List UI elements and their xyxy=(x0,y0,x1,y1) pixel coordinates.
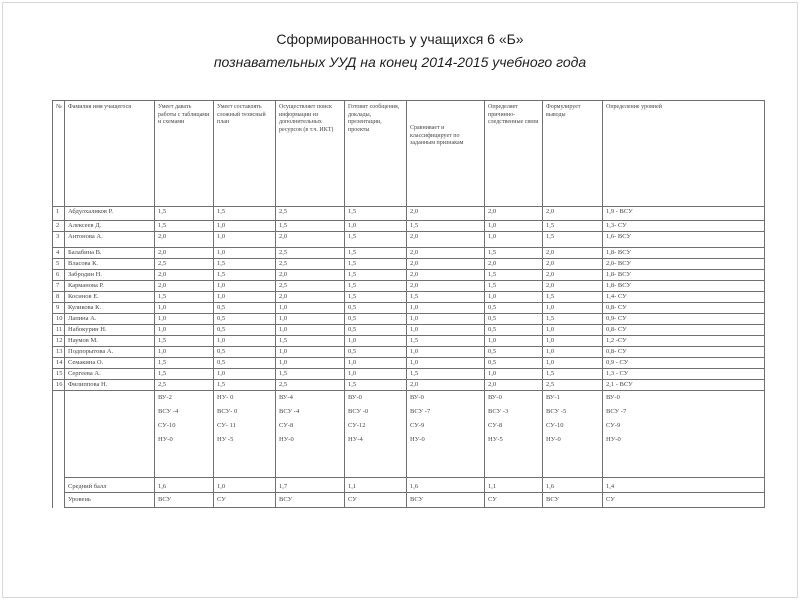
table-cell: 1,9 - ВСУ xyxy=(603,207,765,221)
totals-entry: СУ-9 xyxy=(410,422,425,429)
totals-cell xyxy=(276,391,345,478)
totals-entry: СУ-8 xyxy=(279,422,294,429)
table-cell: 1,5 xyxy=(155,292,214,303)
table-row xyxy=(53,380,765,391)
table-cell: 1,0 xyxy=(276,314,345,325)
table-cell: 1,0 xyxy=(214,248,276,259)
table-cell: 1,0 xyxy=(155,303,214,314)
table-row xyxy=(53,325,765,336)
table-cell: 1,5 xyxy=(155,336,214,347)
totals-entry: ВУ-2 xyxy=(158,394,172,401)
table-cell: 1,0 xyxy=(485,292,543,303)
level-cell: СУ xyxy=(214,493,276,508)
table-cell: 1,0 xyxy=(485,336,543,347)
table-cell: 1,5 xyxy=(214,207,276,221)
table-cell: 1,0 xyxy=(345,221,407,232)
header-cell: Умеет давать работы с таблицами и схемами xyxy=(155,101,214,207)
table-cell: Балабина В. xyxy=(65,248,155,259)
totals-entry: НУ-0 xyxy=(279,436,294,443)
table-cell: 2,0 xyxy=(155,281,214,292)
average-cell: 1,0 xyxy=(214,478,276,493)
table-cell: 1,5 xyxy=(407,336,485,347)
totals-entry: ВСУ -5 xyxy=(546,408,567,415)
table-cell: 1,8- ВСУ xyxy=(603,248,765,259)
totals-entry: СУ- 11 xyxy=(217,422,236,429)
table-cell: 1,3- СУ xyxy=(603,221,765,232)
totals-entry: ВУ-4 xyxy=(279,394,293,401)
table-cell: 2,0 xyxy=(543,207,603,221)
table-cell: 1,0 xyxy=(543,303,603,314)
totals-entry: ВСУ -0 xyxy=(348,408,369,415)
level-row xyxy=(53,493,765,508)
table-cell: 2,5 xyxy=(543,380,603,391)
table-cell: 2,0 xyxy=(155,270,214,281)
table-cell: 1,8- ВСУ xyxy=(603,270,765,281)
table-cell: 4 xyxy=(53,248,65,259)
table-cell: 1,0 xyxy=(543,358,603,369)
table-cell: 15 xyxy=(53,369,65,380)
table-cell: 11 xyxy=(53,325,65,336)
table-cell: 1,5 xyxy=(345,380,407,391)
table-cell: 2,0 xyxy=(407,270,485,281)
table-cell: 1,5 xyxy=(214,380,276,391)
totals-entry: ВУ-0 xyxy=(410,394,424,401)
totals-entry: ВУ-0 xyxy=(348,394,362,401)
table-cell: 2,0 xyxy=(485,380,543,391)
table-cell: Куликова К. xyxy=(65,303,155,314)
table-row xyxy=(53,369,765,380)
level-cell: СУ xyxy=(603,493,765,508)
table-cell: 1,0 xyxy=(214,281,276,292)
table-row xyxy=(53,221,765,232)
average-cell: 1,6 xyxy=(155,478,214,493)
table-cell: 1,5 xyxy=(276,221,345,232)
table-cell: 1,5 xyxy=(155,207,214,221)
header-cell: Готовит сообщения, доклады, презентации, проекты xyxy=(345,101,407,207)
table-cell: Семакина О. xyxy=(65,358,155,369)
table-cell: 1,5 xyxy=(155,221,214,232)
totals-row xyxy=(53,391,765,478)
totals-entry: СУ-10 xyxy=(546,422,564,429)
level-cell: ВСУ xyxy=(407,493,485,508)
table-cell: 1,0 xyxy=(155,347,214,358)
header-row xyxy=(53,101,765,207)
table-cell: 1,0 xyxy=(276,358,345,369)
table-cell: Власова К. xyxy=(65,259,155,270)
level-cell: СУ xyxy=(485,493,543,508)
table-cell: 2,5 xyxy=(276,380,345,391)
table-cell: 1,5 xyxy=(345,281,407,292)
table-cell: 1,8- ВСУ xyxy=(603,281,765,292)
table-cell: 2,5 xyxy=(155,380,214,391)
table-cell: 1,0 xyxy=(214,336,276,347)
table-row xyxy=(53,358,765,369)
table-row xyxy=(53,248,765,259)
table-cell: 1,5 xyxy=(407,292,485,303)
table-cell: 1,0 xyxy=(214,292,276,303)
table-row xyxy=(53,303,765,314)
table-cell: 1,0 xyxy=(276,325,345,336)
totals-entry: НУ-4 xyxy=(348,436,363,443)
table-cell: 0,8- СУ xyxy=(603,347,765,358)
subtitle-italic: познавательных УУД xyxy=(213,54,357,70)
table-cell: 1,0 xyxy=(345,369,407,380)
table-cell: 1,0 xyxy=(214,369,276,380)
table-cell: 0,5 xyxy=(485,325,543,336)
table-cell: 1,5 xyxy=(407,369,485,380)
table-cell: 12 xyxy=(53,336,65,347)
totals-cell xyxy=(603,391,765,478)
table-cell: 1,5 xyxy=(345,232,407,248)
level-cell: ВСУ xyxy=(543,493,603,508)
table-cell: 2,0 xyxy=(155,248,214,259)
table-cell: 2 xyxy=(53,221,65,232)
table-cell: 2,0 xyxy=(407,232,485,248)
average-cell: 1,6 xyxy=(543,478,603,493)
totals-entry: СУ-9 xyxy=(606,422,621,429)
table-cell: 2,0 xyxy=(407,248,485,259)
table-cell: Косинов Е. xyxy=(65,292,155,303)
blank-cell xyxy=(53,391,65,478)
totals-entry: ВСУ -4 xyxy=(279,408,300,415)
table-cell: Наумов М. xyxy=(65,336,155,347)
table-cell: 3 xyxy=(53,232,65,248)
totals-entry: НУ-0 xyxy=(546,436,561,443)
level-label: Уровень xyxy=(65,493,155,508)
table-cell: 2,0 xyxy=(485,207,543,221)
table-cell: 1,5 xyxy=(155,358,214,369)
table-cell: 0,5 xyxy=(214,303,276,314)
level-cell: СУ xyxy=(345,493,407,508)
average-cell: 1,7 xyxy=(276,478,345,493)
table-cell: 1,0 xyxy=(155,314,214,325)
table-row xyxy=(53,259,765,270)
table-cell: 2,0 xyxy=(543,259,603,270)
totals-entry: НУ-0 xyxy=(606,436,621,443)
table-cell: Антонова А. xyxy=(65,232,155,248)
table-cell: 1,0 xyxy=(345,336,407,347)
table-cell: Алексеев Д. xyxy=(65,221,155,232)
table-cell: 1,0 xyxy=(407,358,485,369)
totals-entry: НУ-5 xyxy=(488,436,503,443)
header-cell: Осуществляет поиск информации из дополнительных ресурсов (в т.ч. ИКТ) xyxy=(276,101,345,207)
table-cell: 2,1 - ВСУ xyxy=(603,380,765,391)
table-cell: 2,0 xyxy=(276,270,345,281)
table-cell: 0,5 xyxy=(485,358,543,369)
table-cell: 2,5 xyxy=(276,248,345,259)
table-cell: 0,5 xyxy=(345,314,407,325)
table-cell: Абдулхаликов Р. xyxy=(65,207,155,221)
table-cell: 1,5 xyxy=(276,336,345,347)
table-cell: 9 xyxy=(53,303,65,314)
totals-entry: ВУ-0 xyxy=(606,394,620,401)
table-cell: 16 xyxy=(53,380,65,391)
table-cell: 8 xyxy=(53,292,65,303)
header-cell: Сравнивает и классифицирует по заданным признакам xyxy=(407,101,485,207)
header-cell: Умеет составлять сложный тезисный план xyxy=(214,101,276,207)
table-cell: 0,5 xyxy=(345,325,407,336)
table-cell: 1,0 xyxy=(407,314,485,325)
table-cell: 1,0 xyxy=(276,347,345,358)
table-cell: 0,9- СУ xyxy=(603,314,765,325)
table-cell: 1,5 xyxy=(155,369,214,380)
totals-entry: НУ-0 xyxy=(158,436,173,443)
table-cell: 2,0 xyxy=(155,232,214,248)
average-label: Средний балл xyxy=(65,478,155,493)
totals-entry: ВСУ -7 xyxy=(606,408,627,415)
totals-entry: НУ-0 xyxy=(410,436,425,443)
totals-entry: ВСУ -7 xyxy=(410,408,431,415)
totals-cell xyxy=(407,391,485,478)
totals-entry: НУ -5 xyxy=(217,436,234,443)
table-cell: 1,0 xyxy=(543,325,603,336)
table-cell: 1,5 xyxy=(543,232,603,248)
header-cell: Формулирует выводы xyxy=(543,101,603,207)
table-cell: 2,5 xyxy=(276,259,345,270)
table-cell: 1,5 xyxy=(543,221,603,232)
table-cell: 1,5 xyxy=(345,248,407,259)
table-cell: 6 xyxy=(53,270,65,281)
table-cell: 1,0 xyxy=(214,221,276,232)
totals-entry: ВУ-0 xyxy=(488,394,502,401)
table-row xyxy=(53,207,765,221)
table-cell: 0,5 xyxy=(345,347,407,358)
table-cell: 2,0 xyxy=(543,270,603,281)
totals-entry: ВСУ- 0 xyxy=(217,408,238,415)
table-cell: 1,0 xyxy=(276,303,345,314)
table-cell: 1,0 xyxy=(155,325,214,336)
table-cell: 1,5 xyxy=(345,207,407,221)
totals-entry: ВСУ -3 xyxy=(488,408,509,415)
totals-entry: СУ-10 xyxy=(158,422,176,429)
blank-cell xyxy=(53,478,65,493)
table-cell: 0,5 xyxy=(345,303,407,314)
table-cell: 1,6- ВСУ xyxy=(603,232,765,248)
table-cell: 13 xyxy=(53,347,65,358)
table-cell: 5 xyxy=(53,259,65,270)
table-cell: 1,5 xyxy=(485,281,543,292)
totals-cell xyxy=(214,391,276,478)
totals-entry: ВСУ -4 xyxy=(158,408,179,415)
table-cell: 1,5 xyxy=(214,270,276,281)
table-cell: 1,0 xyxy=(543,347,603,358)
table-cell: Лапина А. xyxy=(65,314,155,325)
header-cell: № xyxy=(53,101,65,207)
table-cell: 2,5 xyxy=(276,207,345,221)
page-subtitle xyxy=(0,54,800,70)
results-table xyxy=(52,100,765,508)
table-row xyxy=(53,336,765,347)
table-cell: 0,5 xyxy=(214,358,276,369)
subtitle-rest: на конец 2014-2015 учебного года xyxy=(356,54,587,70)
table-cell: 2,0 xyxy=(276,232,345,248)
header-cell: Определяет причинно-следственные связи xyxy=(485,101,543,207)
table-cell: 1,5 xyxy=(345,292,407,303)
table-row xyxy=(53,292,765,303)
table-cell: 1,5 xyxy=(485,270,543,281)
table-cell: 0,5 xyxy=(214,347,276,358)
table-cell: 7 xyxy=(53,281,65,292)
table-cell: 2,0 xyxy=(485,259,543,270)
page-title: Сформированность у учащихся 6 «Б» xyxy=(276,31,524,47)
table-cell: 1,5 xyxy=(345,259,407,270)
table-cell: 0,9 - СУ xyxy=(603,358,765,369)
average-cell: 1,1 xyxy=(345,478,407,493)
average-cell: 1,4 xyxy=(603,478,765,493)
table-cell: 2,0 xyxy=(407,207,485,221)
average-cell: 1,1 xyxy=(485,478,543,493)
table-cell: 1,4- СУ xyxy=(603,292,765,303)
average-cell: 1,6 xyxy=(407,478,485,493)
table-cell: Подпорытова А. xyxy=(65,347,155,358)
table-cell: 1,0 xyxy=(543,336,603,347)
table-cell: 2,0 xyxy=(543,281,603,292)
blank-cell xyxy=(65,391,155,478)
level-cell: ВСУ xyxy=(155,493,214,508)
table-cell: 1,5 xyxy=(345,270,407,281)
table-cell: 1,5 xyxy=(543,314,603,325)
table-cell: 1,0 xyxy=(214,232,276,248)
table-cell: 2,0 xyxy=(407,281,485,292)
table-cell: 0,5 xyxy=(485,303,543,314)
table-cell: Набокурин Н. xyxy=(65,325,155,336)
table-cell: 2,0 xyxy=(543,248,603,259)
table-cell: Филиппова Н. xyxy=(65,380,155,391)
table-cell: 1,0 xyxy=(485,221,543,232)
header-cell: Фамилия имя учащегося xyxy=(65,101,155,207)
table-cell: 1,5 xyxy=(276,369,345,380)
table-cell: 1,0 xyxy=(485,369,543,380)
table-cell: Сергеева А. xyxy=(65,369,155,380)
totals-entry: СУ-8 xyxy=(488,422,503,429)
totals-cell xyxy=(485,391,543,478)
table-cell: 1,5 xyxy=(214,259,276,270)
table-cell: 2,0 xyxy=(407,380,485,391)
totals-cell xyxy=(155,391,214,478)
table-cell: 1,5 xyxy=(543,292,603,303)
totals-entry: ВУ-1 xyxy=(546,394,560,401)
table-cell: 14 xyxy=(53,358,65,369)
table-cell: 1,5 xyxy=(543,369,603,380)
table-cell: 2,0 xyxy=(407,259,485,270)
totals-entry: СУ-12 xyxy=(348,422,366,429)
table-row xyxy=(53,281,765,292)
table-cell: 0,8- СУ xyxy=(603,303,765,314)
table-cell: 0,5 xyxy=(214,325,276,336)
table-cell: 1,0 xyxy=(407,347,485,358)
table-cell: 2,0- ВСУ xyxy=(603,259,765,270)
table-row xyxy=(53,314,765,325)
table-cell: 1,0 xyxy=(345,358,407,369)
table-cell: 1 xyxy=(53,207,65,221)
table-row xyxy=(53,347,765,358)
table-cell: 1,5 xyxy=(407,221,485,232)
table-cell: Забродин Н. xyxy=(65,270,155,281)
table-cell: 0,5 xyxy=(485,347,543,358)
table-cell: 2,0 xyxy=(276,292,345,303)
totals-entry: НУ- 0 xyxy=(217,394,234,401)
average-row xyxy=(53,478,765,493)
header-cell: Определение уровней xyxy=(603,101,765,207)
table-cell: 1,5 xyxy=(485,248,543,259)
totals-cell xyxy=(543,391,603,478)
table-cell: Карманова Р. xyxy=(65,281,155,292)
table-cell: 0,5 xyxy=(485,314,543,325)
table-cell: 0,5 xyxy=(214,314,276,325)
table-cell: 0,8- СУ xyxy=(603,325,765,336)
blank-cell xyxy=(53,493,65,508)
table-cell: 1,0 xyxy=(485,232,543,248)
table-row xyxy=(53,270,765,281)
table-cell: 1,2 -СУ xyxy=(603,336,765,347)
table-row xyxy=(53,232,765,248)
level-cell: ВСУ xyxy=(276,493,345,508)
totals-cell xyxy=(345,391,407,478)
table-cell: 1,0 xyxy=(407,325,485,336)
table-cell: 10 xyxy=(53,314,65,325)
table-cell: 2,5 xyxy=(276,281,345,292)
table-cell: 1,0 xyxy=(407,303,485,314)
table-cell: 2,5 xyxy=(155,259,214,270)
table-cell: 1,3 - СУ xyxy=(603,369,765,380)
